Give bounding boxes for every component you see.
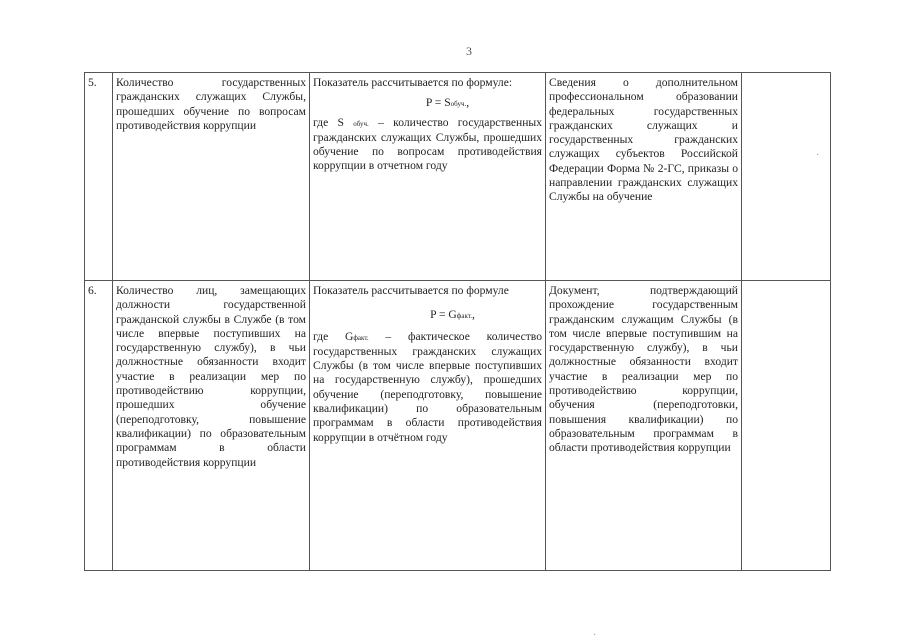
indicators-table [84,72,831,571]
table-row [85,73,831,281]
formula: P = Gфакт., [430,308,475,322]
method-intro: Показатель рассчитывается по формуле [313,284,509,297]
formula: P = Sобуч., [425,96,470,110]
extra-column [742,281,831,571]
scan-speck: · [816,150,820,161]
scan-speck: · [593,630,597,641]
indicator-name: Количество государственных гражданских служащих Службы, прошедших обучение по вопросам противодействия коррупции [113,73,310,281]
row-number: 6. [85,281,113,571]
calculation-method [310,73,546,281]
extra-column [742,73,831,281]
calculation-method [310,281,546,571]
method-intro: Показатель рассчитывается по формуле: [313,76,513,89]
formula-subscript: обуч. [450,100,467,109]
row-number: 5. [85,73,113,281]
data-source: Сведения о дополнительном профессиональном образовании федеральных государственных гражданских служащих и государственных гражданских служащих субъектов Российской Федерации Форма № 2-ГС, приказы о направлении гражданских служащих Службы на обучение [546,73,742,281]
formula-subscript: факт. [456,312,473,321]
page-number: 3 [466,44,472,58]
method-description: где S обуч. – количество государственных гражданских служащих Службы, прошедших обучение по вопросам противодействия коррупции в отчетном году [313,115,542,173]
method-description: где Gфакт. – фактическое количество государственных гражданских служащих Службы (в том числе впервые поступивших на государственную службу), прошедших обучение (переподготовку, повышение квалификации) по образовательным программам в области противодействия коррупции в отчётном году [313,329,542,444]
data-source: Документ, подтверждающий прохождение государственным гражданским служащим Службы (в том числе впервые поступившим на государственную службу), в чьи должностные обязанности входит участие в реализации мер по противодействию коррупции, обучения (переподготовки, повышения квалификации) по образовательным программам в области противодействия коррупции [546,281,742,571]
indicator-name: Количество лиц, замещающих должности государственной гражданской службы в Службе (в том числе впервые поступивших на государственную службу), в чьи должностные обязанности входит участие в реализации мер по противодействию коррупции, прошедших обучение (переподготовку, повышение квалификации) по образовательным программам в области противодействия коррупции [113,281,310,571]
table-row [85,281,831,571]
